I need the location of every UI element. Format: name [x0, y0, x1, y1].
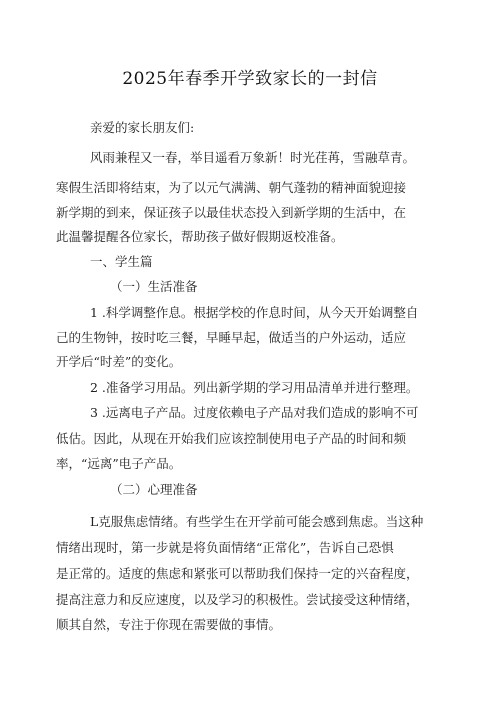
intro-line-1: 风雨兼程又一春，举目遥看万象新！时光荏苒，雪融草青。 — [90, 150, 416, 165]
item4-line-2: 情绪出现时，第一步就是将负面情绪“正常化”，告诉自己恐惧 — [56, 540, 394, 555]
document-title: 2025年春季开学致家长的一封信 — [122, 69, 378, 89]
item1-line-1: 1 .科学调整作息。根据学校的作息时间，从今天开始调整自 — [90, 305, 419, 320]
item4-line-5: 顺其自然，专注于你现在需要做的事情。 — [56, 617, 282, 632]
item3-line-3: 率，“远离”电子产品。 — [56, 456, 182, 471]
item4-line-1: L克服焦虑情绪。有些学生在开学前可能会感到焦虑。当这种 — [90, 514, 424, 529]
item3-line-1: 3 .远离电子产品。过度依赖电子产品对我们造成的影响不可 — [90, 405, 419, 420]
subsection-heading-mental: （二）心理准备 — [110, 482, 198, 497]
item4-line-3: 是正常的。适度的焦虑和紧张可以帮助我们保持一定的兴奋程度， — [56, 566, 419, 581]
intro-line-3: 新学期的到来，保证孩子以最佳状态投入到新学期的生活中，在 — [56, 205, 407, 220]
item1-line-3: 开学后“时差”的变化。 — [56, 354, 182, 369]
intro-line-2: 寒假生活即将结束，为了以元气满满、朝气蓬勃的精神面貌迎接 — [56, 180, 407, 195]
item1-line-2: 己的生物钟，按时吃三餐，早睡早起，做适当的户外运动，适应 — [56, 330, 407, 345]
item2-line-1: 2 .准备学习用品。列出新学期的学习用品清单并进行整理。 — [90, 380, 419, 395]
greeting: 亲爱的家长朋友们: — [90, 120, 195, 135]
intro-line-4: 此温馨提醒各位家长，帮助孩子做好假期返校准备。 — [56, 229, 344, 244]
item4-line-4: 提高注意力和反应速度，以及学习的积极性。尝试接受这种情绪， — [56, 592, 419, 607]
item3-line-2: 低估。因此，从现在开始我们应该控制使用电子产品的时间和频 — [56, 431, 407, 446]
section-heading-students: 一、学生篇 — [90, 254, 153, 269]
subsection-heading-life: （一）生活准备 — [110, 279, 198, 294]
